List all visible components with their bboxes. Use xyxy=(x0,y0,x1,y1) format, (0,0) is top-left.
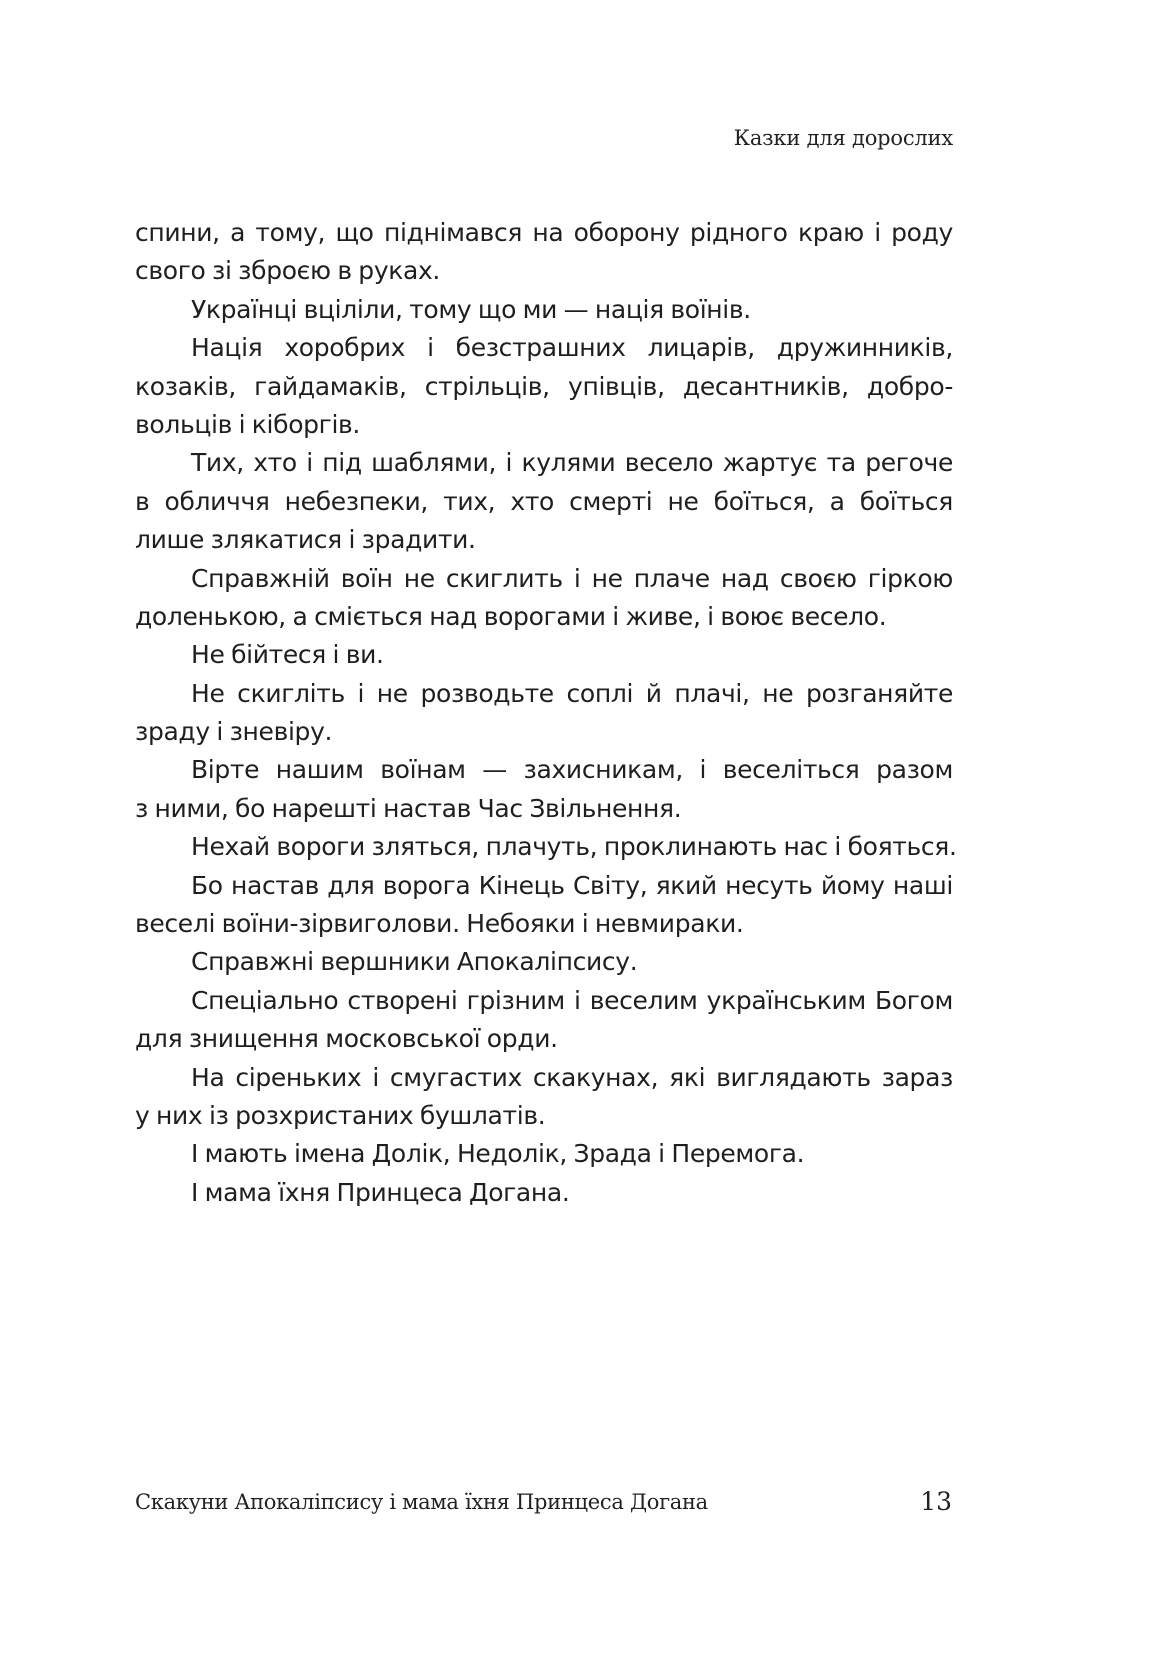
text-line: Нехай вороги зляться, плачуть, проклинають нас і бояться. xyxy=(191,832,957,862)
text-line: Тих, хто і під шаблями, і кулями весело жартує та регоче xyxy=(191,448,953,478)
text-line: І мають імена Долік, Недолік, Зрада і Перемога. xyxy=(191,1139,805,1169)
text-line: з ними, бо нарешті настав Час Звільнення. xyxy=(135,793,682,823)
text-line: Не скигліть і не розводьте соплі й плачі, не розганяйте xyxy=(191,678,953,708)
footer-chapter-title: Скакуни Апокаліпсису і мама їхня Принцеса Догана xyxy=(135,1490,708,1514)
text-line: свого зі зброєю в руках. xyxy=(135,256,441,286)
text-line: спини, а тому, що піднімався на оборону рідного краю і роду xyxy=(135,218,953,247)
text-line: у них із розхристаних бушлатів. xyxy=(135,1100,546,1130)
text-line: для знищення московської орди. xyxy=(135,1024,558,1054)
text-line: в обличчя небезпеки, тих, хто смерті не боїться, а боїться xyxy=(135,486,953,516)
text-line: Справжній воїн не скиглить і не плаче над своєю гіркою xyxy=(191,563,953,593)
page-number: 13 xyxy=(920,1487,952,1516)
text-line: І мама їхня Принцеса Догана. xyxy=(191,1177,570,1207)
text-line: Нація хоробрих і безстрашних лицарів, дружинників, xyxy=(191,333,953,363)
text-line: лише злякатися і зрадити. xyxy=(135,525,476,555)
text-line: Не бійтеся і ви. xyxy=(191,640,384,670)
text-line: веселі воїни-зірвиголови. Небояки і невмираки. xyxy=(135,909,744,939)
page-body-text xyxy=(135,214,957,1212)
text-line: Справжні вершники Апокаліпсису. xyxy=(191,947,638,977)
running-header-title: Казки для дорослих xyxy=(733,126,953,150)
text-line: Спеціально створені грізним і веселим українським Богом xyxy=(191,985,953,1015)
text-line: Бо настав для ворога Кінець Світу, який несуть йому наші xyxy=(191,870,953,900)
text-line: На сіреньких і смугастих скакунах, які виглядають зараз xyxy=(191,1062,953,1092)
text-line: козаків, гайдамаків, стрільців, упівців, десантників, добро- xyxy=(135,371,953,401)
text-line: Українці вціліли, тому що ми — нація воїнів. xyxy=(191,294,751,324)
text-line: вольців і кіборгів. xyxy=(135,409,361,439)
text-line: доленькою, а сміється над ворогами і живе, і воює весело. xyxy=(135,601,887,631)
text-line: Вірте нашим воїнам — захисникам, і веселіться разом xyxy=(191,755,953,785)
text-line: зраду і зневіру. xyxy=(135,717,333,747)
